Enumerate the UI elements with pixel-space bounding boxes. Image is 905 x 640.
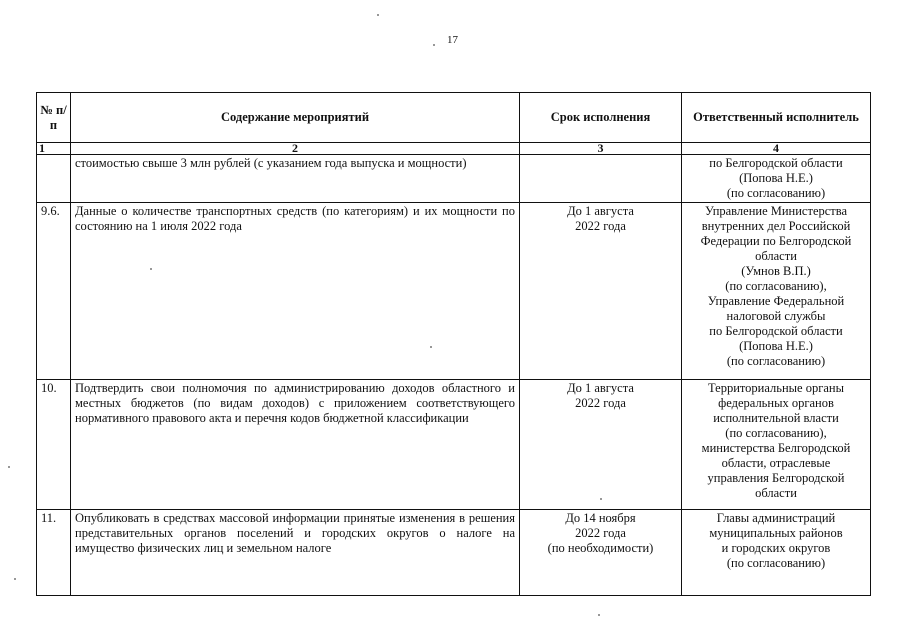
- row-number: [37, 155, 71, 203]
- executor-line: федеральных органов: [718, 396, 834, 410]
- row-deadline: [520, 510, 682, 596]
- column-number: 1: [37, 143, 71, 155]
- executor-line: (по согласованию): [726, 354, 826, 368]
- executor-line: Федерации по Белгородской: [700, 234, 852, 248]
- executor-line: исполнительной власти: [713, 411, 839, 425]
- executor-line: (по согласованию): [726, 556, 826, 570]
- header-deadline: Срок исполнения: [520, 93, 682, 143]
- column-number-row: [37, 143, 871, 155]
- executor-line: (по согласованию),: [725, 279, 827, 293]
- column-number: 2: [71, 143, 520, 155]
- row-deadline: [520, 155, 682, 203]
- executor-line: по Белгородской области: [709, 156, 843, 170]
- executor-line: Управление Федеральной: [707, 294, 845, 308]
- scan-speck: [8, 466, 10, 468]
- executor-line: (Умнов В.П.): [741, 264, 811, 278]
- measures-table: [36, 92, 871, 596]
- row-number: 9.6.: [37, 203, 71, 380]
- deadline-line: До 14 ноября: [565, 511, 636, 525]
- executor-line: внутренних дел Российской: [701, 219, 851, 233]
- scan-speck: [377, 14, 379, 16]
- scan-speck: [600, 498, 602, 500]
- executor-line: налоговой службы: [726, 309, 826, 323]
- executor-line: (по согласованию),: [725, 426, 827, 440]
- executor-line: области, отраслевые: [721, 456, 831, 470]
- deadline-line: 2022 года: [575, 396, 626, 410]
- deadline-line: До 1 августа: [567, 381, 634, 395]
- table-row: [37, 155, 871, 203]
- scan-speck: [14, 578, 16, 580]
- executor-line: области: [755, 486, 797, 500]
- row-executor: [682, 380, 871, 510]
- executor-line: (Попова Н.Е.): [739, 339, 813, 353]
- table-row: [37, 510, 871, 596]
- scan-speck: [430, 346, 432, 348]
- row-number: 10.: [37, 380, 71, 510]
- deadline-line: До 1 августа: [567, 204, 634, 218]
- executor-line: Территориальные органы: [707, 381, 844, 395]
- deadline-line: (по необходимости): [547, 541, 654, 555]
- row-number: 11.: [37, 510, 71, 596]
- executor-line: Главы администраций: [716, 511, 836, 525]
- header-content: Содержание мероприятий: [71, 93, 520, 143]
- scan-speck: [598, 614, 600, 616]
- row-content: стоимостью свыше 3 млн рублей (с указанием года выпуска и мощности): [71, 155, 520, 203]
- row-deadline: [520, 203, 682, 380]
- executor-line: управления Белгородской: [707, 471, 845, 485]
- column-number: 4: [682, 143, 871, 155]
- row-content: Подтвердить свои полномочия по администрированию доходов областного и местных бюджетов (по видам доходов) с приложением соответствующего нормативного правового акта и перечня кодов бюджетной классификации: [71, 380, 520, 510]
- executor-line: Управление Министерства: [704, 204, 848, 218]
- executor-line: (Попова Н.Е.): [739, 171, 813, 185]
- table-body: [37, 155, 871, 596]
- header-executor: Ответственный исполнитель: [682, 93, 871, 143]
- deadline-line: 2022 года: [575, 219, 626, 233]
- row-executor: [682, 510, 871, 596]
- table-row: [37, 203, 871, 380]
- row-deadline: [520, 380, 682, 510]
- deadline-line: 2022 года: [575, 526, 626, 540]
- header-row: [37, 93, 871, 143]
- page-number: 17: [447, 34, 458, 46]
- executor-line: области: [755, 249, 797, 263]
- executor-line: по Белгородской области: [709, 324, 843, 338]
- row-content: Данные о количестве транспортных средств (по категориям) и их мощности по состоянию на 1 июля 2022 года: [71, 203, 520, 380]
- row-executor: [682, 155, 871, 203]
- scan-speck: [150, 268, 152, 270]
- row-content: Опубликовать в средствах массовой информации принятые изменения в решения представительных органов поселений и городских округов о налоге на имущество физических лиц и земельном налоге: [71, 510, 520, 596]
- column-number: 3: [520, 143, 682, 155]
- executor-line: (по согласованию): [726, 186, 826, 200]
- executor-line: министерства Белгородской: [701, 441, 851, 455]
- row-executor: [682, 203, 871, 380]
- table-row: [37, 380, 871, 510]
- executor-line: муниципальных районов: [709, 526, 843, 540]
- header-number: № п/п: [37, 93, 71, 143]
- scan-speck: [433, 44, 435, 46]
- executor-line: и городских округов: [721, 541, 831, 555]
